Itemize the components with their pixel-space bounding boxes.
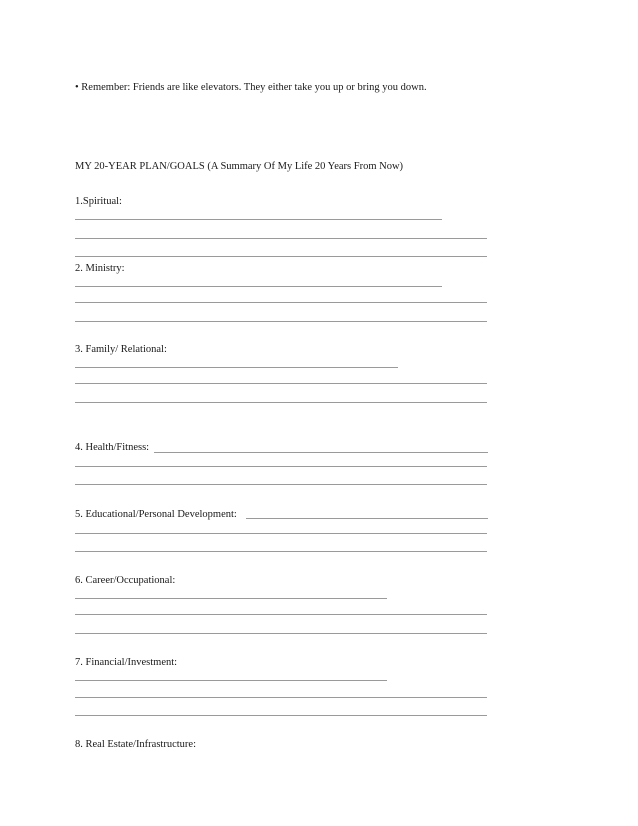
section-2-label: 2. Ministry: [75,263,125,274]
section-2-line-2 [75,302,487,303]
section-4-line-1 [75,466,487,467]
section-7-line-3 [75,715,487,716]
section-6-label: 6. Career/Occupational: [75,575,176,586]
section-2-line-3 [75,321,487,322]
section-7-line-1 [75,680,387,681]
section-7-label: 7. Financial/Investment: [75,657,178,668]
section-3-line-2 [75,383,487,384]
reminder-text: • Remember: Friends are like elevators. They either take you up or bring you down. [75,82,427,93]
section-1-line-1 [75,219,442,220]
section-1-line-2 [75,238,487,239]
section-1-label: 1.Spiritual: [75,196,122,207]
section-5-line-1 [75,533,487,534]
section-6-line-1 [75,598,387,599]
section-8-label: 8. Real Estate/Infrastructure: [75,739,196,750]
section-1-line-3 [75,256,487,257]
plan-title: MY 20-YEAR PLAN/GOALS (A Summary Of My Life 20 Years From Now) [75,161,404,172]
section-6-line-3 [75,633,487,634]
section-4-label: 4. Health/Fitness: [75,442,150,453]
section-4-line-2 [75,484,487,485]
section-5-inline-line [246,518,488,519]
section-3-label: 3. Family/ Relational: [75,344,167,355]
section-5-line-2 [75,551,487,552]
section-3-line-3 [75,402,487,403]
section-4-inline-line [154,452,488,453]
section-5-label: 5. Educational/Personal Development: [75,509,237,520]
section-3-line-1 [75,367,398,368]
section-2-line-1 [75,286,442,287]
section-7-line-2 [75,697,487,698]
section-6-line-2 [75,614,487,615]
